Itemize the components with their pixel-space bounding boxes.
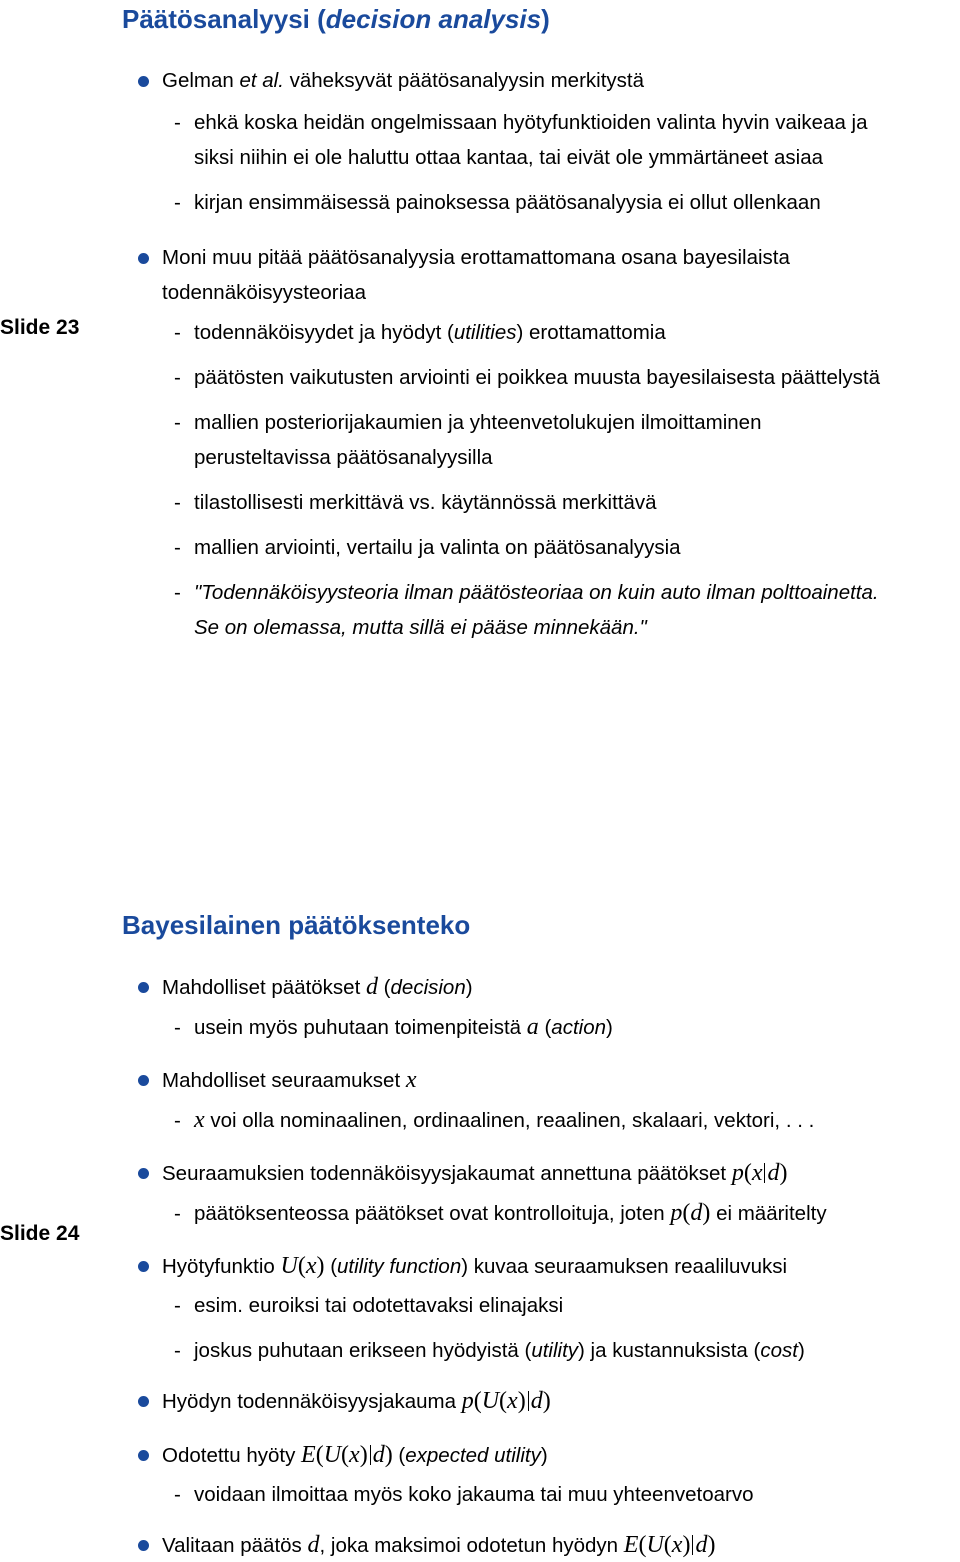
slide-title: Bayesilainen päätöksenteko — [122, 910, 471, 940]
bullet-dot-icon — [138, 1168, 149, 1179]
sub-item: - päätöksenteossa päätökset ovat kontrolloituja, joten p(d) ei määritelty — [174, 1200, 827, 1226]
bullet-dot-icon — [138, 1075, 149, 1086]
slide-title: Päätösanalyysi (decision analysis) — [122, 4, 550, 34]
slide-number-label: Slide 24 — [0, 1222, 80, 1245]
bullet-dot-icon — [138, 1396, 149, 1407]
bullet-dot-icon — [138, 1261, 149, 1272]
bullet-dot-icon — [138, 253, 149, 264]
bullet-item: Hyötyfunktio U(x) (utility function) kuvaa seuraamuksen reaaliluvuksi — [162, 1253, 787, 1280]
slide-24 — [0, 900, 960, 1562]
sub-item: - esim. euroiksi tai odotettavaksi elinajaksi — [174, 1294, 564, 1317]
sub-item-continuation: perusteltavissa päätösanalyysilla — [194, 446, 493, 469]
sub-item: - x voi olla nominaalinen, ordinaalinen, reaalinen, skalaari, vektori, . . . — [174, 1107, 815, 1133]
formula-p-x-given-d: p(x d) — [731, 1160, 788, 1186]
sub-item: - kirjan ensimmäisessä painoksessa päätösanalyysia ei ollut ollenkaan — [174, 191, 821, 214]
sub-item: - usein myös puhutaan toimenpiteistä a (action) — [174, 1014, 613, 1040]
bullet-item: Hyödyn todennäköisyysjakauma p(U(x) d) — [162, 1388, 551, 1415]
sub-item-continuation: siksi niihin ei ole haluttu ottaa kantaa, tai eivät ole ymmärtäneet asiaa — [194, 146, 824, 169]
sub-item: - voidaan ilmoittaa myös koko jakauma tai muu yhteenvetoarvo — [174, 1483, 754, 1506]
bullet-item-continuation: todennäköisyysteoriaa — [162, 281, 366, 304]
sub-item: - päätösten vaikutusten arviointi ei poikkea muusta bayesilaisesta päättelystä — [174, 366, 881, 389]
formula-p-u-given-d: p(U(x) d) — [461, 1388, 551, 1414]
quote-item: - "Todennäköisyysteoria ilman päätösteoriaa on kuin auto ilman polttoainetta. — [174, 581, 879, 604]
bullet-item: Seuraamuksien todennäköisyysjakaumat annettuna päätökset p(x d) — [162, 1160, 787, 1187]
sub-item: - ehkä koska heidän ongelmissaan hyötyfunktioiden valinta hyvin vaikeaa ja — [174, 111, 868, 134]
slide-number-label: Slide 23 — [0, 316, 80, 339]
sub-item: - mallien arviointi, vertailu ja valinta on päätösanalyysia — [174, 536, 681, 559]
bullet-item: Moni muu pitää päätösanalyysia erottamattomana osana bayesilaista — [162, 245, 790, 271]
formula-p-d: p(d) — [670, 1200, 711, 1226]
formula-expected-utility: E(U(x) d) — [623, 1532, 716, 1558]
sub-item: - tilastollisesti merkittävä vs. käytännössä merkittävä — [174, 491, 657, 514]
sub-item: - todennäköisyydet ja hyödyt (utilities) erottamattomia — [174, 321, 666, 344]
bullet-dot-icon — [138, 1450, 149, 1461]
formula-u-x: U(x) — [280, 1253, 325, 1279]
bullet-dot-icon — [138, 982, 149, 993]
bullet-dot-icon — [138, 1540, 149, 1551]
formula-expected-utility: E(U(x) d) — [301, 1442, 393, 1468]
bullet-item: Odotettu hyöty E(U(x) d) (expected utility) — [162, 1442, 548, 1469]
sub-item: - mallien posteriorijakaumien ja yhteenvetolukujen ilmoittaminen — [174, 411, 762, 434]
bullet-item: Mahdolliset seuraamukset x — [162, 1067, 417, 1094]
quote-continuation: Se on olemassa, mutta sillä ei pääse minnekään." — [194, 616, 647, 639]
sub-item: - joskus puhutaan erikseen hyödyistä (utility) ja kustannuksista (cost) — [174, 1339, 805, 1362]
bullet-item: Valitaan päätös d, joka maksimoi odotetun hyödyn E(U(x) d) — [162, 1532, 715, 1559]
bullet-item: Mahdolliset päätökset d (decision) — [162, 974, 473, 1001]
bullet-dot-icon — [138, 76, 149, 87]
bullet-item: Gelman et al. väheksyvät päätösanalyysin merkitystä — [162, 68, 644, 94]
